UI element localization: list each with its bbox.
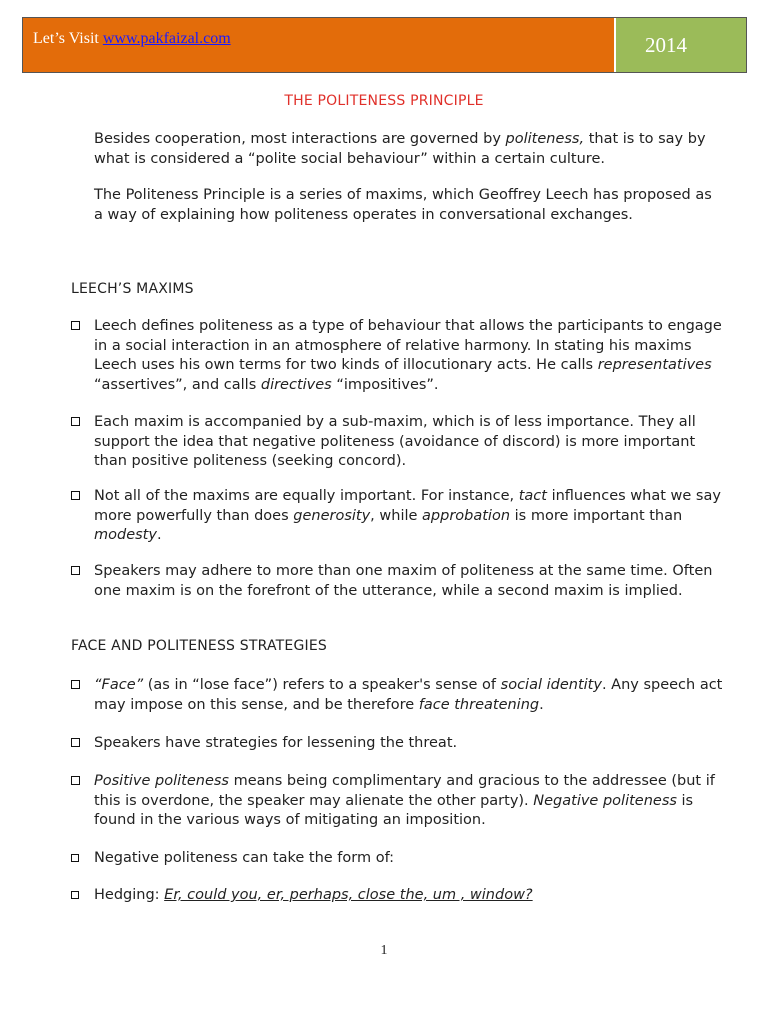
- checkbox-bullet-icon: [71, 417, 80, 426]
- header-year: 2014: [645, 33, 687, 57]
- list-item: Hedging: Er, could you, er, perhaps, close the, um , window?: [71, 886, 726, 906]
- checkbox-bullet-icon: [71, 566, 80, 575]
- visit-prefix: Let’s Visit: [33, 30, 103, 47]
- page-number: 1: [380, 943, 388, 958]
- header-banner: [22, 17, 747, 73]
- header-orange-panel: [23, 18, 616, 72]
- header-green-panel: [616, 18, 746, 72]
- website-link[interactable]: www.pakfaizal.com: [102, 30, 231, 47]
- list-item: Each maxim is accompanied by a sub-maxim, which is of less importance. They all support the idea that negative politeness (avoidance of discord) is more important than positive politeness (seeking concord).: [71, 413, 726, 472]
- section-heading-face-strategies: FACE AND POLITENESS STRATEGIES: [71, 638, 327, 654]
- list-item: Not all of the maxims are equally important. For instance, tact influences what we say more powerfully than does generosity, while approbation is more important than modesty.: [71, 487, 726, 546]
- checkbox-bullet-icon: [71, 854, 79, 862]
- document-title: THE POLITENESS PRINCIPLE: [284, 93, 484, 109]
- checkbox-bullet-icon: [71, 680, 80, 689]
- checkbox-bullet-icon: [71, 776, 80, 785]
- intro-paragraph-2: The Politeness Principle is a series of maxims, which Geoffrey Leech has proposed as a way of explaining how politeness operates in conversational exchanges.: [94, 187, 712, 223]
- list-item: “Face” (as in “lose face”) refers to a speaker's sense of social identity. Any speech act may impose on this sense, and be therefore face threatening.: [71, 676, 726, 715]
- list-item: Speakers have strategies for lessening the threat.: [71, 734, 726, 754]
- header-visit-text: [33, 30, 231, 48]
- list-item: Positive politeness means being complimentary and gracious to the addressee (but if this is overdone, the speaker may alienate the other party). Negative politeness is found in the various ways of mitigating an imposition.: [71, 772, 726, 831]
- section-heading-leech-maxims: LEECH’S MAXIMS: [71, 281, 194, 297]
- intro-paragraph-1: Besides cooperation, most interactions are governed by politeness, that is to say by what is considered a “polite social behaviour” within a certain culture.: [94, 131, 706, 167]
- checkbox-bullet-icon: [71, 891, 79, 899]
- checkbox-bullet-icon: [71, 491, 80, 500]
- list-item: Speakers may adhere to more than one maxim of politeness at the same time. Often one maxim is on the forefront of the utterance, while a second maxim is implied.: [71, 562, 726, 601]
- checkbox-bullet-icon: [71, 321, 80, 330]
- checkbox-bullet-icon: [71, 738, 80, 747]
- list-item: Leech defines politeness as a type of behaviour that allows the participants to engage in a social interaction in an atmosphere of relative harmony. In stating his maxims Leech uses his own terms for two kinds of illocutionary acts. He calls representatives “assertives”, and calls directives “impositives”.: [71, 317, 726, 395]
- list-item: Negative politeness can take the form of:: [71, 849, 726, 869]
